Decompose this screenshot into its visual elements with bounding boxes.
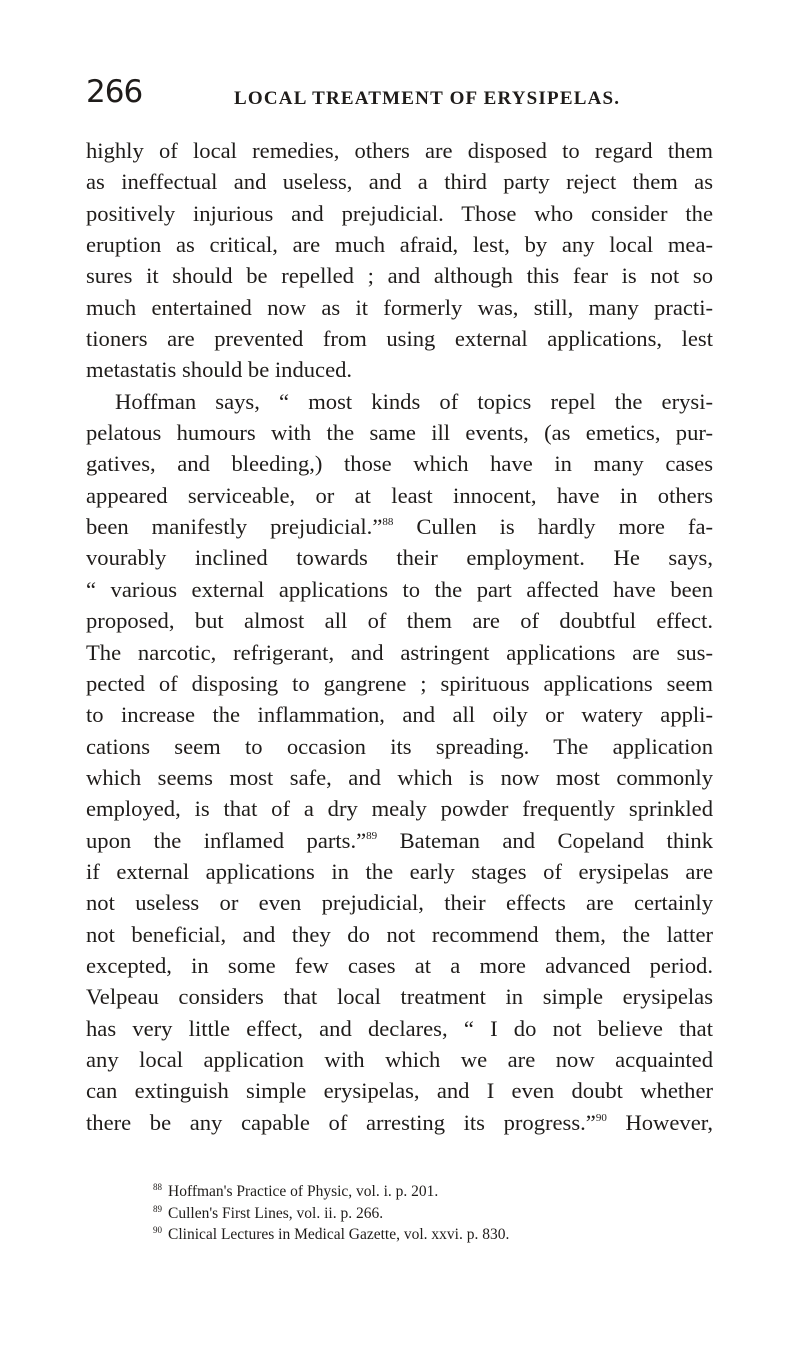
footnote-text: Hoffman's Practice of Physic, vol. i. p. 201. — [168, 1183, 439, 1200]
text-line-part: Cullen is hardly more fa- — [393, 514, 714, 540]
text-line: appeared serviceable, or at least innocent, have in others — [86, 482, 713, 508]
text-line: tioners are prevented from using external applications, lest — [86, 326, 713, 352]
text-line: has very little effect, and declares, “ I do not believe that — [86, 1015, 713, 1041]
text-line: as ineffectual and useless, and a third party reject them as — [86, 169, 713, 195]
page-number: 266 — [86, 74, 143, 110]
text-line: highly of local remedies, others are disposed to regard them — [86, 138, 713, 163]
footnote-mark: 90 — [153, 1225, 162, 1235]
running-head: LOCAL TREATMENT OF ERYSIPELAS. — [234, 88, 621, 109]
text-line: Velpeau considers that local treatment in simple erysipelas — [86, 984, 713, 1010]
text-line: which seems most safe, and which is now most commonly — [86, 764, 713, 790]
footnote-reference: 88 — [382, 516, 394, 529]
text-line: pelatous humours with the same ill events, (as emetics, pur- — [86, 420, 713, 446]
text-line: cations seem to occasion its spreading. The application — [86, 733, 713, 759]
text-line: much entertained now as it formerly was, still, many practi- — [86, 294, 713, 320]
footnote — [86, 1224, 713, 1246]
footnote-text: Cullen's First Lines, vol. ii. p. 266. — [168, 1204, 384, 1222]
text-line: can extinguish simple erysipelas, and I even doubt whether — [86, 1078, 713, 1104]
text-line — [86, 825, 713, 856]
footnotes — [86, 1181, 713, 1246]
text-line-part: been manifestly prejudicial.” — [86, 514, 383, 540]
text-line: proposed, but almost all of them are of doubtful effect. — [86, 608, 713, 634]
footnote-reference: 90 — [595, 1111, 607, 1124]
text-line — [86, 511, 713, 542]
text-line: eruption as critical, are much afraid, lest, by any local mea- — [86, 232, 713, 258]
footnote — [86, 1181, 713, 1203]
text-line: sures it should be repelled ; and although this fear is not so — [86, 263, 713, 289]
page-header — [86, 74, 706, 114]
text-line: positively injurious and prejudicial. Those who consider the — [86, 200, 713, 226]
text-line-part: However, — [606, 1109, 713, 1135]
text-line: any local application with which we are now acquainted — [86, 1046, 713, 1072]
text-line: excepted, in some few cases at a more advanced period. — [86, 952, 713, 978]
text-line: not useless or even prejudicial, their effects are certainly — [86, 890, 713, 916]
text-line: if external applications in the early stages of erysipelas are — [86, 858, 713, 884]
footnote-reference: 89 — [366, 829, 378, 842]
text-line: The narcotic, refrigerant, and astringent applications are sus- — [86, 639, 713, 665]
footnote-mark: 88 — [153, 1182, 162, 1192]
text-line: gatives, and bleeding,) those which have in many cases — [86, 451, 713, 477]
text-line: metastatis should be induced. — [86, 357, 353, 383]
text-line: vourably inclined towards their employment. He says, — [86, 545, 713, 571]
text-line: “ various external applications to the part affected have been — [86, 576, 713, 602]
text-line-part: Bateman and Copeland think — [377, 827, 713, 853]
text-line: to increase the inflammation, and all oily or watery appli- — [86, 702, 713, 728]
text-line — [86, 1107, 713, 1138]
text-line-part: there be any capable of arresting its progress.” — [86, 1109, 596, 1135]
footnote — [86, 1203, 713, 1225]
footnote-text: Clinical Lectures in Medical Gazette, vol. xxvi. p. 830. — [168, 1226, 510, 1243]
footnote-mark: 89 — [153, 1203, 162, 1214]
text-line: employed, is that of a dry mealy powder frequently sprinkled — [86, 796, 713, 822]
body-text — [86, 135, 713, 1138]
text-line-part: upon the inflamed parts.” — [86, 827, 367, 853]
text-line: not beneficial, and they do not recommend them, the latter — [86, 921, 713, 947]
text-line: pected of disposing to gangrene ; spirituous applications seem — [86, 670, 713, 696]
text-line: Hoffman says, “ most kinds of topics repel the erysi- — [115, 388, 713, 414]
